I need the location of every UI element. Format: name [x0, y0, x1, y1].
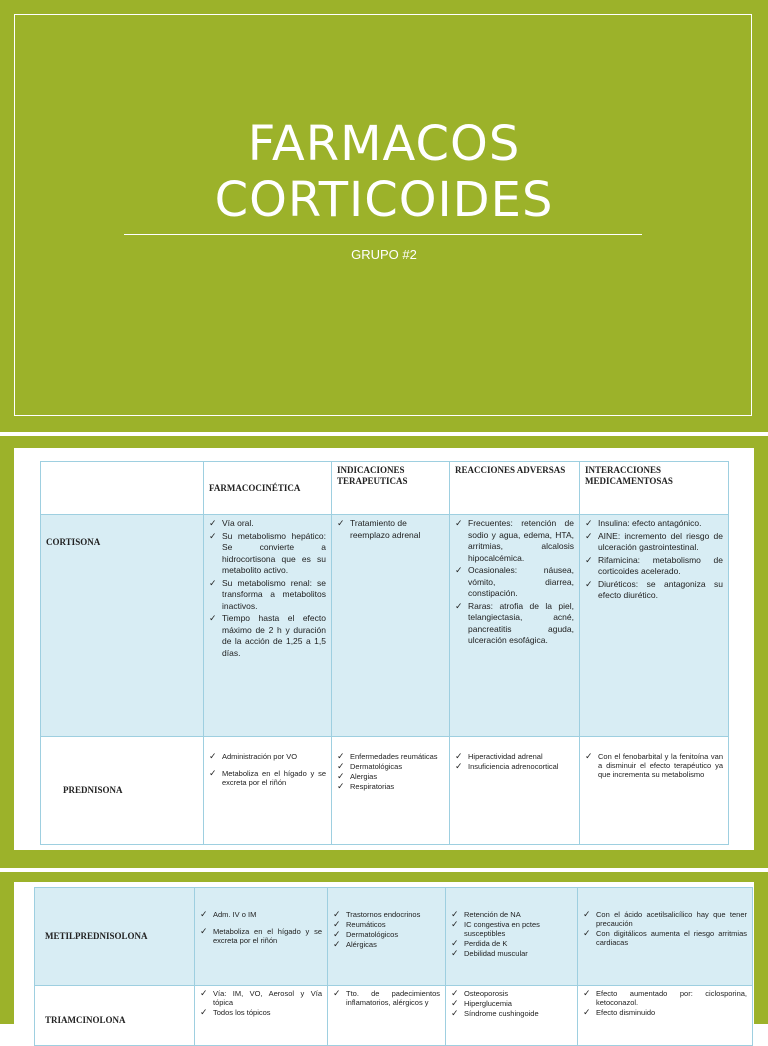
- table-page: [14, 448, 754, 850]
- title-divider: [124, 234, 642, 235]
- list-item: ✓ Insulina: efecto antagónico.: [585, 518, 723, 530]
- list-item: ✓ Tratamiento de reemplazo adrenal: [337, 518, 444, 541]
- slide-title: [0, 116, 768, 228]
- cell-farmacocinetica: [204, 515, 332, 737]
- cell-farmacocinetica: [195, 888, 328, 986]
- list-item: ✓ Tiempo hasta el efecto máximo de 2 h y duración de la acción de 1,25 a 1,5 días.: [209, 613, 326, 659]
- header-cell-empty: [41, 462, 204, 515]
- list-item: ✓ Insuficiencia adrenocortical: [455, 762, 574, 771]
- list-item: ✓ Hiperactividad adrenal: [455, 752, 574, 761]
- list-item: ✓ Dermatológicas: [337, 762, 444, 771]
- slide-subtitle: GRUPO #2: [351, 247, 417, 262]
- table-header-row: [41, 462, 729, 515]
- list-item: ✓ Su metabolismo hepático: Se convierte a hidrocortisona que es su metabolito activo.: [209, 531, 326, 577]
- table-row-metilprednisolona: [35, 888, 753, 986]
- cell-interacciones: [578, 888, 753, 986]
- row-label: METILPREDNISOLONA: [35, 888, 195, 986]
- list-item: ✓ Tto. de padecimientos inflamatorios, alérgicos y: [333, 989, 440, 1007]
- header-farmacocinetica: FARMACOCINÉTICA: [204, 462, 332, 515]
- cell-reacciones: [446, 986, 578, 1046]
- row-label: TRIAMCINOLONA: [35, 986, 195, 1046]
- cell-indicaciones: [328, 986, 446, 1046]
- list-item: ✓ Perdida de K: [451, 939, 572, 948]
- list-item: ✓ Efecto aumentado por: ciclosporina, ketoconazol.: [583, 989, 747, 1007]
- list-item: ✓ Vía oral.: [209, 518, 326, 530]
- list-item: ✓ Adm. IV o IM: [200, 910, 322, 919]
- title-line-1: FARMACOS: [247, 116, 521, 172]
- list-item: ✓ Hiperglucemia: [451, 999, 572, 1008]
- cell-farmacocinetica: [195, 986, 328, 1046]
- list-item: ✓ Enfermedades reumáticas: [337, 752, 444, 761]
- header-reacciones: REACCIONES ADVERSAS: [450, 462, 580, 515]
- list-item: ✓ Dermatológicos: [333, 930, 440, 939]
- table-row-prednisona: [41, 737, 729, 845]
- header-interacciones: INTERACCIONES MEDICAMENTOSAS: [580, 462, 729, 515]
- list-item: ✓ AINE: incremento del riesgo de ulceración gastrointestinal.: [585, 531, 723, 554]
- table-page: [14, 882, 754, 1034]
- list-item: ✓ Trastornos endocrinos: [333, 910, 440, 919]
- title-slide: [0, 0, 768, 432]
- list-item: ✓ Con el ácido acetilsalicílico hay que tener precaución: [583, 910, 747, 928]
- cell-interacciones: [580, 737, 729, 845]
- cell-reacciones: [446, 888, 578, 986]
- list-item: ✓ Con digitálicos aumenta el riesgo arritmias cardiacas: [583, 929, 747, 947]
- list-item: ✓ Diuréticos: se antagoniza su efecto diurético.: [585, 579, 723, 602]
- cell-interacciones: [578, 986, 753, 1046]
- list-item: ✓ Metaboliza en el hígado y se excreta por el riñón: [209, 769, 326, 787]
- list-item: ✓ Alergias: [337, 772, 444, 781]
- cell-farmacocinetica: [204, 737, 332, 845]
- cell-indicaciones: [332, 737, 450, 845]
- cell-interacciones: [580, 515, 729, 737]
- cell-reacciones: [450, 737, 580, 845]
- list-item: ✓ Osteoporosis: [451, 989, 572, 998]
- cell-indicaciones: [332, 515, 450, 737]
- list-item: ✓ Vía: IM, VO, Aerosol y Vía tópica: [200, 989, 322, 1007]
- list-item: ✓ Reumáticos: [333, 920, 440, 929]
- drug-table-1: [40, 461, 729, 845]
- list-item: ✓ Rifamicina: metabolismo de corticoides acelerado.: [585, 555, 723, 578]
- table-row-triamcinolona: [35, 986, 753, 1046]
- list-item: ✓ Retención de NA: [451, 910, 572, 919]
- list-item: ✓ Raras: atrofia de la piel, telangiectasia, acné, pancreatitis aguda, ulceración esofágica.: [455, 601, 574, 647]
- title-line-2: CORTICOIDES: [214, 172, 554, 228]
- list-item: ✓ Ocasionales: náusea, vómito, diarrea, constipación.: [455, 565, 574, 600]
- list-item: ✓ Todos los tópicos: [200, 1008, 322, 1017]
- list-item: ✓ Debilidad muscular: [451, 949, 572, 958]
- list-item: ✓ Respiratorias: [337, 782, 444, 791]
- list-item: ✓ Síndrome cushingoide: [451, 1009, 572, 1018]
- table-slide-2: [0, 872, 768, 1024]
- list-item: ✓ Administración por VO: [209, 752, 326, 761]
- row-label: PREDNISONA: [41, 737, 204, 845]
- list-item: ✓ Frecuentes: retención de sodio y agua, edema, HTA, arritmias, alcalosis hipocalcémica.: [455, 518, 574, 564]
- list-item: ✓ Efecto disminuido: [583, 1008, 747, 1017]
- list-item: ✓ IC congestiva en pctes susceptibles: [451, 920, 572, 938]
- table-slide-1: [0, 436, 768, 868]
- table-row-cortisona: [41, 515, 729, 737]
- list-item: ✓ Con el fenobarbital y la fenitoína van a disminuir el efecto terapéutico ya que incrementa su metabolismo: [585, 752, 723, 779]
- list-item: ✓ Su metabolismo renal: se transforma a metabolitos inactivos.: [209, 578, 326, 613]
- list-item: ✓ Metaboliza en el hígado y se excreta por el riñón: [200, 927, 322, 945]
- header-indicaciones: INDICACIONES TERAPEUTICAS: [332, 462, 450, 515]
- list-item: ✓ Alérgicas: [333, 940, 440, 949]
- drug-table-2: [34, 887, 753, 1046]
- row-label: CORTISONA: [41, 515, 204, 737]
- cell-reacciones: [450, 515, 580, 737]
- cell-indicaciones: [328, 888, 446, 986]
